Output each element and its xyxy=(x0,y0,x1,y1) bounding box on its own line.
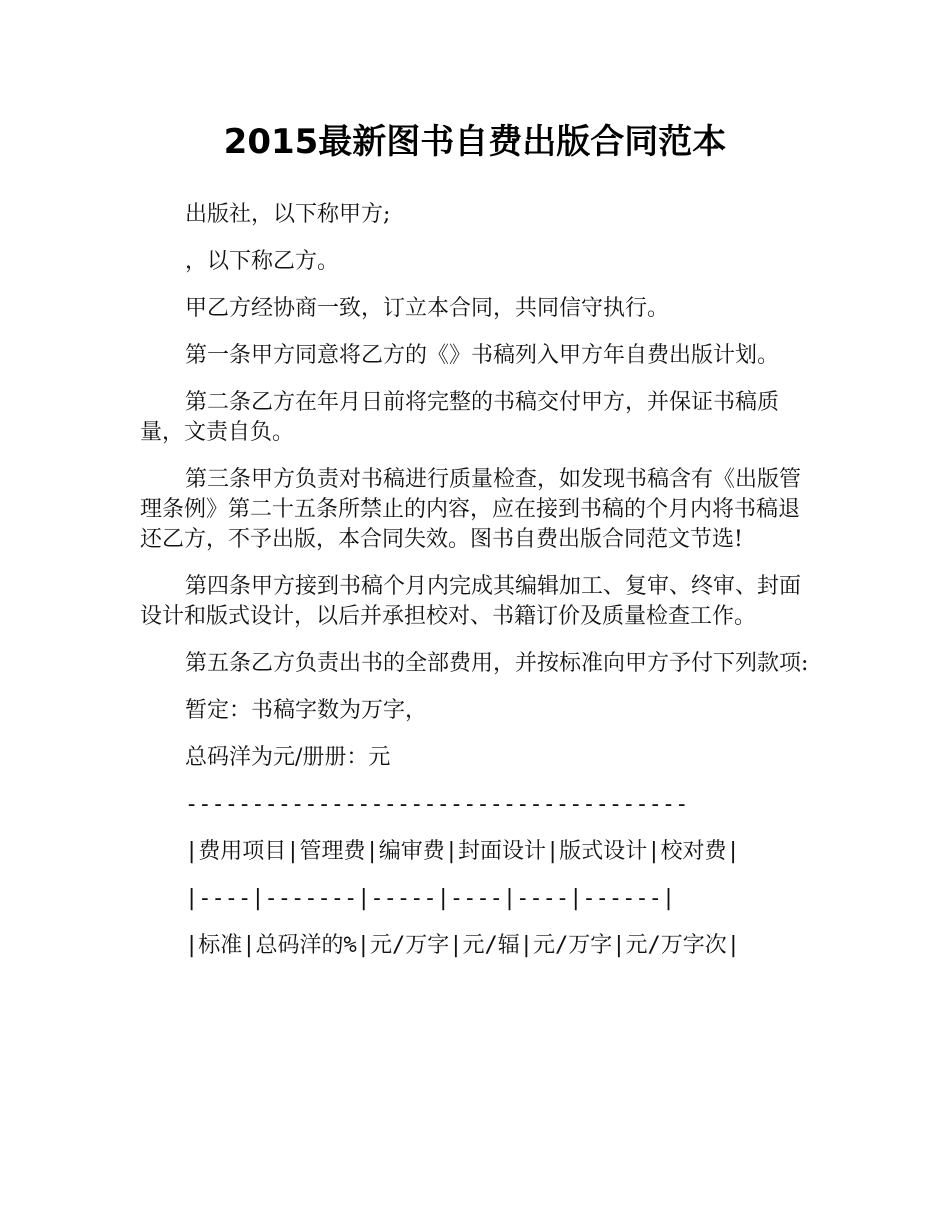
paragraph-article-3: 第三条甲方负责对书稿进行质量检查，如发现书稿含有《出版管理条例》第二十五条所禁止的内容，应在接到书稿的个月内将书稿退还乙方，不予出版，本合同失效。图书自费出版合同范文节选! xyxy=(140,467,802,552)
table-divider-row: |----|-------|-----|----|----|------| xyxy=(185,886,676,911)
paragraph-agreement: 甲乙方经协商一致，订立本合同，共同信守执行。 xyxy=(185,296,670,321)
paragraph-article-4: 第四条甲方接到书稿个月内完成其编辑加工、复审、终审、封面设计和版式设计，以后并承担校对、书籍订价及质量检查工作。 xyxy=(140,574,802,629)
paragraph-article-2: 第二条乙方在年月日前将完整的书稿交付甲方，并保证书稿质量，文责自负。 xyxy=(140,390,780,445)
paragraph-article-1: 第一条甲方同意将乙方的《》书稿列入甲方年自费出版计划。 xyxy=(185,343,780,368)
document-title: 2015最新图书自费出版合同范本 xyxy=(223,122,727,162)
table-header-row: |费用项目|管理费|编审费|封面设计|版式设计|校对费| xyxy=(185,839,740,864)
paragraph-word-count: 暂定：书稿字数为万字， xyxy=(185,698,428,723)
document-body xyxy=(140,200,812,978)
paragraph-party-b: ，以下称乙方。 xyxy=(185,249,340,274)
paragraph-article-5: 第五条乙方负责出书的全部费用，并按标准向甲方予付下列款项: xyxy=(185,651,809,676)
paragraph-total-price: 总码洋为元/册册：元 xyxy=(185,745,391,770)
paragraph-party-a: 出版社，以下称甲方; xyxy=(185,202,391,227)
separator-line: -------------------------------------- xyxy=(185,792,689,817)
table-standard-row: |标准|总码洋的%|元/万字|元/辐|元/万字|元/万字次| xyxy=(185,933,740,958)
